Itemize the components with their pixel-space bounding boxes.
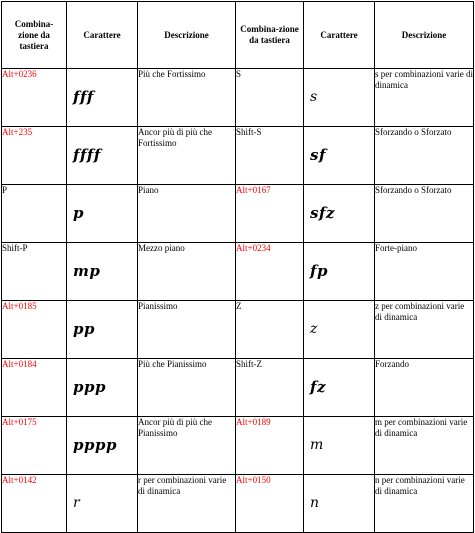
header-desc-right: Descrizione — [375, 2, 474, 69]
key-combo-left: Alt+0185 — [2, 301, 67, 359]
key-combo-right: Shift-S — [236, 127, 304, 185]
dynamic-symbol: fff — [73, 88, 94, 106]
dynamic-symbol-cell-right — [304, 185, 375, 243]
key-combo-left: Alt+0175 — [2, 417, 67, 475]
table-row — [2, 359, 474, 417]
table-row — [2, 185, 474, 243]
dynamic-symbol: z — [310, 321, 318, 337]
description-right: Sforzando o Sforzato — [375, 127, 474, 185]
key-combo-right: Alt+0167 — [236, 185, 304, 243]
description-left: Più che Pianissimo — [138, 359, 236, 417]
header-key-right: Combina-zione da tastiera — [236, 2, 304, 69]
description-right: s per combinazioni varie di dinamica — [375, 69, 474, 127]
table-row — [2, 127, 474, 185]
key-combo-left: Alt+0236 — [2, 69, 67, 127]
dynamic-symbol-cell-left — [67, 127, 138, 185]
key-combo-left: P — [2, 185, 67, 243]
dynamic-symbol-cell-right — [304, 359, 375, 417]
key-combo-left: Alt+235 — [2, 127, 67, 185]
description-right: m per combinazioni varie di dinamica — [375, 417, 474, 475]
description-right: Sforzando o Sforzato — [375, 185, 474, 243]
key-combo-left: Alt+0142 — [2, 475, 67, 533]
dynamic-symbol: fz — [310, 378, 326, 396]
dynamic-symbol: n — [310, 495, 320, 511]
dynamic-symbol: sfz — [310, 204, 335, 222]
dynamic-symbol-cell-right — [304, 475, 375, 533]
dynamic-symbol: pppp — [73, 436, 117, 454]
header-row — [2, 2, 474, 69]
dynamic-symbol-cell-left — [67, 69, 138, 127]
description-left: r per combinazioni varie di dinamica — [138, 475, 236, 533]
dynamic-symbol: sf — [310, 146, 326, 164]
dynamic-symbol: s — [310, 89, 318, 105]
dynamic-symbol-cell-left — [67, 185, 138, 243]
dynamic-symbol: pp — [73, 320, 95, 338]
dynamic-symbol-cell-right — [304, 243, 375, 301]
dynamic-symbol: r — [73, 495, 81, 511]
dynamics-shortcut-table — [1, 1, 474, 533]
header-desc-left: Descrizione — [138, 2, 236, 69]
dynamic-symbol: fp — [310, 262, 328, 280]
dynamic-symbol-cell-left — [67, 475, 138, 533]
header-char-left: Carattere — [67, 2, 138, 69]
description-left: Pianissimo — [138, 301, 236, 359]
header-key-left: Combina-zione da tastiera — [2, 2, 67, 69]
dynamic-symbol-cell-right — [304, 417, 375, 475]
dynamic-symbol: ffff — [73, 146, 101, 164]
table-row — [2, 243, 474, 301]
dynamic-symbol-cell-left — [67, 359, 138, 417]
description-right: Forte-piano — [375, 243, 474, 301]
dynamic-symbol-cell-right — [304, 301, 375, 359]
dynamic-symbol-cell-left — [67, 301, 138, 359]
table-row — [2, 69, 474, 127]
dynamic-symbol: p — [73, 204, 84, 222]
dynamic-symbol-cell-right — [304, 69, 375, 127]
key-combo-right: S — [236, 69, 304, 127]
table-row — [2, 301, 474, 359]
description-right: Forzando — [375, 359, 474, 417]
header-char-right: Carattere — [304, 2, 375, 69]
key-combo-left: Alt+0184 — [2, 359, 67, 417]
description-right: z per combinazioni varie di dinamica — [375, 301, 474, 359]
key-combo-right: Alt+0234 — [236, 243, 304, 301]
key-combo-right: Shift-Z — [236, 359, 304, 417]
description-left: Ancor più di più che Fortissimo — [138, 127, 236, 185]
dynamic-symbol: ppp — [73, 378, 106, 396]
dynamic-symbol-cell-left — [67, 417, 138, 475]
description-left: Mezzo piano — [138, 243, 236, 301]
key-combo-left: Shift-P — [2, 243, 67, 301]
key-combo-right: Alt+0189 — [236, 417, 304, 475]
dynamic-symbol: mp — [73, 262, 101, 280]
dynamic-symbol: m — [310, 437, 324, 453]
description-left: Piano — [138, 185, 236, 243]
key-combo-right: Z — [236, 301, 304, 359]
table-row — [2, 417, 474, 475]
dynamic-symbol-cell-left — [67, 243, 138, 301]
description-left: Ancor più di più che Pianissimo — [138, 417, 236, 475]
dynamic-symbol-cell-right — [304, 127, 375, 185]
description-right: n per combinazioni varie di dinamica — [375, 475, 474, 533]
table-row — [2, 475, 474, 533]
key-combo-right: Alt+0150 — [236, 475, 304, 533]
description-left: Più che Fortissimo — [138, 69, 236, 127]
